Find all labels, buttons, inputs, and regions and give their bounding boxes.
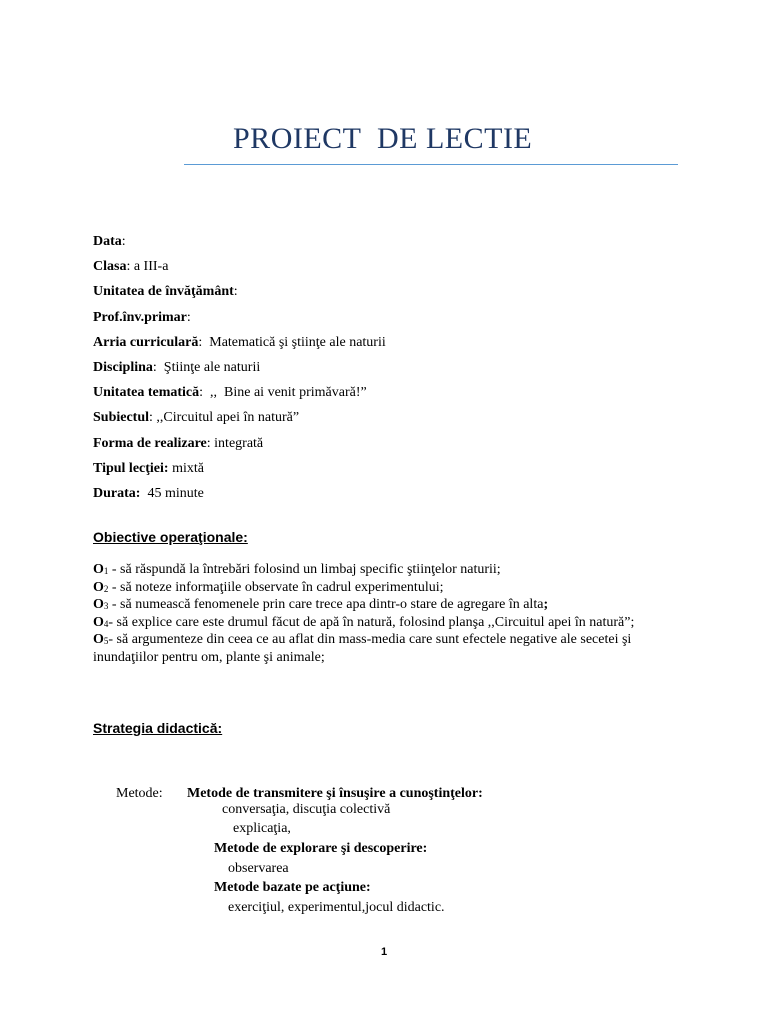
objective-item	[93, 580, 683, 598]
strategy-heading-text: Strategia didactică	[93, 720, 218, 736]
objective-text: - să noteze informaţiile observate în cadrul experimentului;	[108, 579, 444, 595]
objective-index: 3	[103, 601, 109, 611]
info-label: Durata:	[93, 485, 141, 501]
info-label: Data	[93, 234, 122, 249]
objective-text: - să argumenteze din ceea ce au aflat din mass-media care sunt efectele negative ale secetei şi inundaţiilor pentru om, plante şi animale;	[93, 632, 632, 665]
info-value: mixtă	[168, 460, 204, 476]
info-label: Clasa	[93, 259, 127, 275]
lesson-info	[93, 232, 386, 509]
info-row-clasa	[93, 257, 386, 282]
info-value: : ,, Bine ai venit primăvară!”	[199, 385, 367, 401]
info-value: : Ştiinţe ale naturii	[152, 359, 261, 375]
methods-group-title: Metode de explorare şi descoperire:	[214, 841, 428, 856]
info-row-prof	[93, 308, 386, 333]
info-row-subiectul	[93, 408, 386, 433]
page-title: PROIECT DE LECTIE	[233, 122, 533, 155]
info-label: Arria curriculară	[93, 334, 199, 350]
strategy-heading-colon: :	[217, 720, 223, 736]
objective-code: O	[93, 597, 104, 612]
objective-index: 4	[103, 618, 109, 629]
objective-index: 5	[103, 636, 109, 646]
info-row-durata	[93, 484, 386, 509]
objective-text: - să explice care este drumul făcut de apă în natură, folosind planşa ,,Circuitul apei în natură”;	[108, 614, 635, 630]
objectives-list	[93, 562, 683, 666]
objective-text: - să numească fenomenele prin care trece apa dintr-o stare de agregare în alta	[108, 597, 544, 612]
methods-label: Metode:	[116, 786, 163, 801]
method-item: conversaţia, discuţia colectivă	[222, 802, 391, 817]
info-label: Disciplina	[93, 359, 153, 375]
objective-code: O	[93, 562, 104, 577]
info-row-tipul	[93, 459, 386, 484]
objective-item	[93, 597, 683, 615]
objective-index: 2	[103, 583, 109, 594]
objective-code: O	[93, 614, 104, 630]
method-item: exerciţiul, experimentul,jocul didactic.	[228, 900, 445, 915]
info-value: :	[121, 234, 126, 249]
info-row-data	[93, 232, 386, 257]
methods-group-title: Metode de transmitere şi însuşire a cunoştinţelor:	[187, 786, 483, 801]
method-item: observarea	[228, 861, 289, 876]
info-row-forma	[93, 434, 386, 459]
info-value: :	[233, 284, 238, 300]
objective-item	[93, 632, 683, 666]
info-label: Unitatea de învăţământ	[93, 284, 234, 300]
info-value: : integrată	[206, 435, 264, 451]
objective-code: O	[93, 632, 104, 647]
objective-text: - să răspundă la întrebări folosind un limbaj specific ştiinţelor naturii;	[108, 562, 501, 577]
objectives-heading: Obiective operaţionale:	[93, 529, 248, 545]
methods-group-title: Metode bazate pe acţiune:	[214, 880, 371, 895]
info-value: :	[186, 309, 191, 325]
info-row-unitatea-tematica	[93, 383, 386, 408]
method-item: explicaţia,	[233, 821, 291, 836]
info-row-unitatea	[93, 282, 386, 307]
info-label: Tipul lecţiei:	[93, 460, 169, 476]
info-value: : Matematică şi ştiinţe ale naturii	[198, 334, 386, 350]
strategy-heading	[93, 720, 222, 736]
info-row-disciplina	[93, 358, 386, 383]
page-number: 1	[380, 946, 388, 958]
info-row-arria	[93, 333, 386, 358]
objective-index: 1	[103, 566, 109, 576]
objective-item	[93, 562, 683, 580]
info-label: Unitatea tematică	[93, 385, 200, 401]
info-value: : ,,Circuitul apei în natură”	[149, 410, 300, 426]
info-value: 45 minute	[140, 485, 204, 501]
info-label: Prof.înv.primar	[93, 309, 187, 325]
info-label: Subiectul	[93, 410, 150, 426]
info-value: : a III-a	[126, 259, 169, 275]
objective-item	[93, 615, 683, 633]
info-label: Forma de realizare	[93, 435, 207, 451]
objective-end: ;	[543, 597, 549, 612]
objective-code: O	[93, 579, 104, 595]
title-underline	[184, 164, 678, 165]
